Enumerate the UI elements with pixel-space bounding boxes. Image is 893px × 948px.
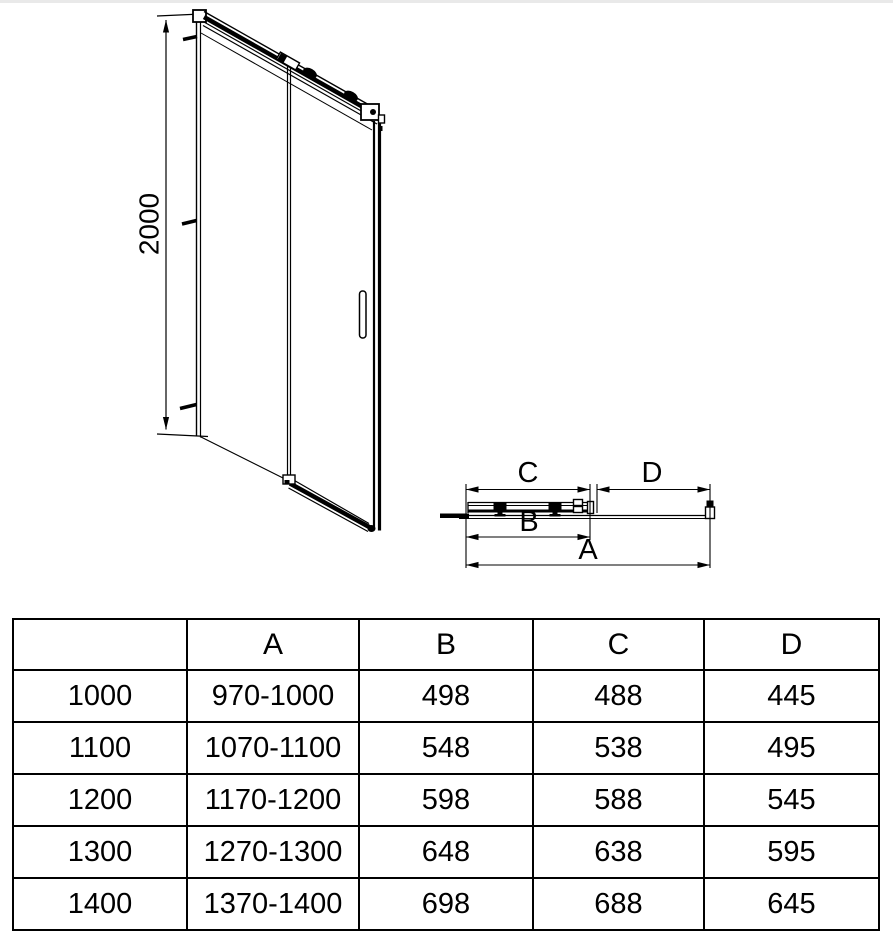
front-view — [134, 10, 385, 532]
wall-bracket-middle — [182, 221, 197, 225]
cell-D: 645 — [704, 878, 879, 930]
cell-D: 445 — [704, 670, 879, 722]
header-D: D — [704, 619, 879, 670]
track-section — [440, 500, 715, 519]
table-header-row — [13, 619, 879, 670]
cell-B: 648 — [359, 826, 533, 878]
cell-C: 488 — [533, 670, 704, 722]
sliding-panel-edge — [283, 66, 295, 484]
cell-A: 1270-1300 — [187, 826, 359, 878]
header-B: B — [359, 619, 533, 670]
cell-A: 1170-1200 — [187, 774, 359, 826]
top-view — [440, 457, 715, 568]
cell-B: 698 — [359, 878, 533, 930]
height-dim-label: 2000 — [133, 192, 165, 256]
cell-A: 1370-1400 — [187, 878, 359, 930]
header-C: C — [533, 619, 704, 670]
cell-size: 1000 — [13, 670, 187, 722]
cell-B: 548 — [359, 722, 533, 774]
dim-label-B: B — [519, 506, 539, 538]
glass-bottom-edge — [201, 437, 291, 482]
cell-C: 688 — [533, 878, 704, 930]
dim-label-D: D — [641, 457, 663, 489]
table-row — [13, 670, 879, 722]
door-frame — [193, 10, 385, 532]
bottom-rail — [289, 479, 376, 533]
dimension-C — [466, 457, 590, 490]
edge-bracket — [574, 500, 583, 513]
dim-label-A: A — [578, 534, 598, 566]
table-row — [13, 722, 879, 774]
glass-top-edge — [201, 33, 372, 130]
wall-bracket-top — [183, 37, 197, 40]
cell-C: 638 — [533, 826, 704, 878]
cell-B: 598 — [359, 774, 533, 826]
wall-profile — [440, 514, 469, 519]
cell-size: 1300 — [13, 826, 187, 878]
cell-size: 1200 — [13, 774, 187, 826]
header-size — [13, 619, 187, 670]
door-handle — [360, 291, 367, 338]
cell-A: 970-1000 — [187, 670, 359, 722]
dim-label-C: C — [517, 457, 539, 489]
cell-D: 545 — [704, 774, 879, 826]
cell-B: 498 — [359, 670, 533, 722]
dimension-D — [597, 457, 710, 490]
table-row — [13, 826, 879, 878]
table-row — [13, 774, 879, 826]
cell-A: 1070-1100 — [187, 722, 359, 774]
wall-bracket-bottom — [180, 405, 197, 409]
size-table — [12, 618, 880, 931]
cell-D: 595 — [704, 826, 879, 878]
cell-size: 1400 — [13, 878, 187, 930]
cell-C: 538 — [533, 722, 704, 774]
cell-size: 1100 — [13, 722, 187, 774]
table-row — [13, 878, 879, 930]
cell-D: 495 — [704, 722, 879, 774]
cell-C: 588 — [533, 774, 704, 826]
wall-mount-brackets — [180, 37, 197, 409]
header-A: A — [187, 619, 359, 670]
dimension-A — [466, 534, 710, 566]
